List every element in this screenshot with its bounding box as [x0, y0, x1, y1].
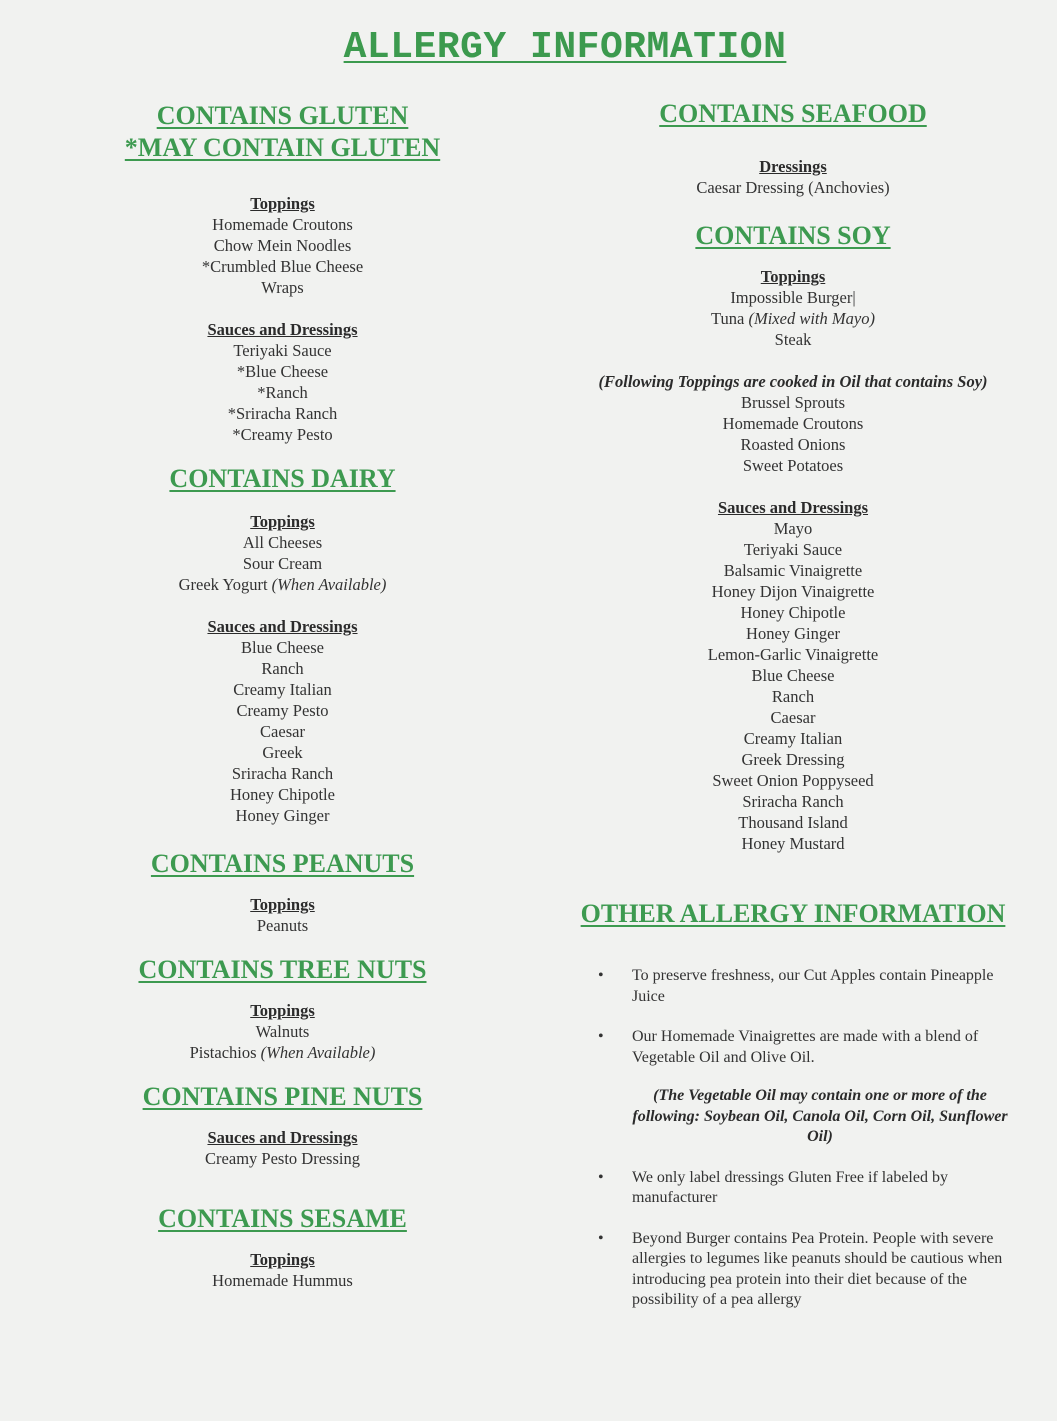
list-item: Chow Mein Noodles — [213, 236, 352, 255]
list-item: Caesar — [770, 708, 816, 727]
list-item: Sour Cream — [242, 554, 323, 573]
bullet-item: • Beyond Burger contains Pea Protein. People with severe allergies to legumes like peanuts should be cautious when introducing pea protein into their diet because of the possibility of a pea allergy — [598, 1229, 1008, 1311]
list-item: *Ranch — [257, 383, 308, 402]
list-item: Honey Mustard — [741, 834, 845, 853]
peanuts-heading: CONTAINS PEANUTS — [150, 849, 415, 878]
tree-nuts-heading: CONTAINS TREE NUTS — [138, 955, 427, 984]
left-column — [110, 100, 455, 1291]
list-item: Impossible Burger| — [730, 288, 856, 307]
list-item: Honey Chipotle — [230, 785, 335, 804]
list-item: Pistachios (When Available) — [189, 1043, 376, 1062]
list-item: Greek — [262, 743, 303, 762]
list-item: Ranch — [261, 659, 304, 678]
list-item: Caesar Dressing (Anchovies) — [696, 178, 890, 197]
gluten-toppings-label: Toppings — [250, 194, 315, 213]
list-item: Teriyaki Sauce — [233, 341, 332, 360]
list-item: Blue Cheese — [751, 666, 835, 685]
list-item: Tuna (Mixed with Mayo) — [711, 309, 875, 328]
list-item: Wraps — [261, 278, 304, 297]
list-item: Sweet Onion Poppyseed — [712, 771, 874, 790]
list-item: Creamy Italian — [743, 729, 843, 748]
soy-sauces-label: Sauces and Dressings — [717, 498, 869, 517]
soy-heading: CONTAINS SOY — [695, 221, 891, 250]
list-item: Sriracha Ranch — [742, 792, 844, 811]
seafood-heading: CONTAINS SEAFOOD — [659, 99, 927, 128]
list-item: Thousand Island — [738, 813, 848, 832]
may-contain-gluten-heading: *MAY CONTAIN GLUTEN — [124, 133, 441, 162]
tree-nuts-toppings-label: Toppings — [250, 1001, 315, 1020]
list-item: Teriyaki Sauce — [743, 540, 843, 559]
list-item: Mayo — [773, 519, 813, 538]
dairy-toppings-label: Toppings — [250, 512, 315, 531]
seafood-dressings-label: Dressings — [759, 157, 827, 176]
pine-nuts-heading: CONTAINS PINE NUTS — [142, 1082, 423, 1111]
dairy-heading: CONTAINS DAIRY — [169, 464, 396, 493]
sesame-heading: CONTAINS SESAME — [158, 1204, 407, 1233]
list-item: Homemade Croutons — [722, 414, 864, 433]
vegetable-oil-note: (The Vegetable Oil may contain one or more of the following: Soybean Oil, Canola Oil, Corn Oil, Sunflower Oil) — [632, 1087, 1008, 1145]
list-item: *Crumbled Blue Cheese — [201, 257, 364, 276]
list-item: Blue Cheese — [241, 638, 324, 657]
soy-toppings-label: Toppings — [760, 267, 826, 286]
dairy-sauces-label: Sauces and Dressings — [207, 617, 358, 636]
list-item: Brussel Sprouts — [740, 393, 846, 412]
list-item: Creamy Pesto Dressing — [205, 1149, 360, 1168]
page-title: ALLERGY INFORMATION — [343, 26, 787, 69]
bullet-item: • Our Homemade Vinaigrettes are made with a blend of Vegetable Oil and Olive Oil. — [598, 1027, 1008, 1068]
gluten-heading: CONTAINS GLUTEN — [156, 101, 409, 130]
list-item: *Creamy Pesto — [232, 425, 333, 444]
bullet-item: • To preserve freshness, our Cut Apples contain Pineapple Juice — [598, 966, 1008, 1007]
list-item: Greek Yogurt (When Available) — [178, 575, 387, 594]
list-item: Homemade Croutons — [212, 215, 353, 234]
list-item: Honey Ginger — [235, 806, 330, 825]
list-item: Honey Ginger — [746, 624, 840, 643]
list-item: Sweet Potatoes — [742, 456, 844, 475]
list-item: Honey Dijon Vinaigrette — [711, 582, 875, 601]
list-item: Steak — [774, 330, 812, 349]
bullet-item: • We only label dressings Gluten Free if labeled by manufacturer — [598, 1168, 1008, 1209]
list-item: Sriracha Ranch — [231, 764, 334, 783]
list-item: *Blue Cheese — [236, 362, 329, 381]
peanuts-toppings-label: Toppings — [250, 895, 315, 914]
pine-nuts-sauces-label: Sauces and Dressings — [207, 1128, 358, 1147]
list-item: *Sriracha Ranch — [227, 404, 338, 423]
right-column — [578, 98, 1008, 930]
soy-oil-note: (Following Toppings are cooked in Oil that contains Soy) — [598, 372, 988, 391]
list-item: All Cheeses — [242, 533, 323, 552]
other-allergy-heading: OTHER ALLERGY INFORMATION — [580, 899, 1006, 928]
other-allergy-list — [598, 966, 1008, 1311]
list-item: Creamy Pesto — [236, 701, 329, 720]
list-item: Greek Dressing — [741, 750, 845, 769]
list-item: Walnuts — [255, 1022, 310, 1041]
list-item: Peanuts — [256, 916, 309, 935]
list-item: Lemon-Garlic Vinaigrette — [707, 645, 879, 664]
list-item: Honey Chipotle — [740, 603, 846, 622]
list-item: Caesar — [260, 722, 305, 741]
list-item: Balsamic Vinaigrette — [723, 561, 863, 580]
list-item: Creamy Italian — [233, 680, 332, 699]
gluten-sauces-label: Sauces and Dressings — [207, 320, 358, 339]
list-item: Roasted Onions — [740, 435, 846, 454]
sesame-toppings-label: Toppings — [250, 1250, 315, 1269]
list-item: Ranch — [771, 687, 815, 706]
list-item: Homemade Hummus — [212, 1271, 353, 1290]
